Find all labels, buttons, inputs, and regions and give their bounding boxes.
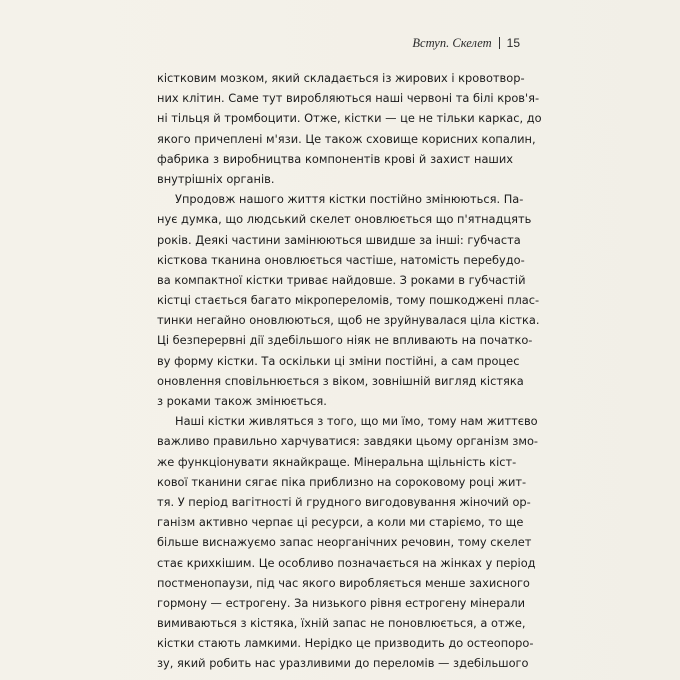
text-line: з роками також змінюється.: [157, 394, 327, 408]
text-line: кістці стається багато мікропереломів, тому пошкоджені плас-: [157, 293, 540, 308]
text-line: ва компактної кістки триває найдовше. З роками в губчастій: [157, 272, 526, 287]
text-line: якого причеплені м'язи. Це також сховище корисних копалин,: [157, 131, 536, 146]
text-line: кісткова тканина оновлюється частіше, натомість перебудо-: [157, 252, 525, 267]
running-header: [412, 36, 520, 51]
text-line: зу, який робить нас уразливими до переломів — здебільшого: [157, 656, 529, 671]
text-line: ву форму кістки. Та оскільки ці зміни постійні, а сам процес: [157, 353, 520, 368]
text-line: Наші кістки живляться з того, що ми їмо, тому нам життєво: [175, 414, 538, 429]
text-line: Ці безперервні дії здебільшого ніяк не впливають на початко-: [157, 333, 533, 348]
text-line: нує думка, що людський скелет оновлюється що п'ятнадцять: [157, 212, 532, 227]
text-line: них клітин. Саме тут виробляються наші червоні та білі кров'я-: [157, 91, 540, 106]
text-line: постменопаузи, під час якого виробляється менше захисного: [157, 575, 530, 590]
text-line: кістковим мозком, який складається із жирових і кровотвор-: [157, 71, 525, 85]
page-number: 15: [506, 36, 520, 50]
text-line: вимиваються з кістяка, їхній запас не поновлюється, а отже,: [157, 616, 526, 631]
text-line: гормону — естрогену. За низького рівня естрогену мінерали: [157, 595, 526, 610]
text-line: внутрішніх органів.: [157, 171, 275, 186]
body-text: [157, 68, 542, 674]
text-line: Упродовж нашого життя кістки постійно змінюються. Па-: [175, 192, 524, 207]
text-line: ні тільця й тромбоцити. Отже, кістки — це не тільки каркас, до: [157, 111, 542, 126]
header-divider: [499, 37, 500, 49]
text-line: стає крихкішим. Це особливо позначається на жінках у період: [157, 555, 536, 570]
text-line: же функціонувати якнайкраще. Мінеральна щільність кіст-: [157, 454, 517, 469]
text-line: тя. У період вагітності й грудного вигодовування жіночий ор-: [157, 494, 531, 509]
text-line: років. Деякі частини замінюються швидше за інші: губчаста: [157, 232, 521, 247]
text-line: кістки стають ламкими. Нерідко це призводить до остеопоро-: [157, 636, 534, 651]
text-line: тинки негайно оновлюються, щоб не зруйнувалася ціла кістка.: [157, 313, 540, 328]
text-line: ганізм активно черпає ці ресурси, а коли ми старіємо, то ще: [157, 515, 524, 530]
text-line: кової тканини сягає піка приблизно на сороковому році жит-: [157, 474, 527, 489]
text-line: важливо правильно харчуватися: завдяки цьому організм змо-: [157, 434, 539, 449]
text-line: оновлення сповільнюється з віком, зовнішній вигляд кістяка: [157, 373, 524, 388]
text-line: більше виснажуємо запас неорганічних речовин, тому скелет: [157, 535, 532, 550]
running-header-section: Вступ. Скелет: [412, 36, 492, 50]
text-line: фабрика з виробництва компонентів крові й захист наших: [157, 151, 513, 166]
